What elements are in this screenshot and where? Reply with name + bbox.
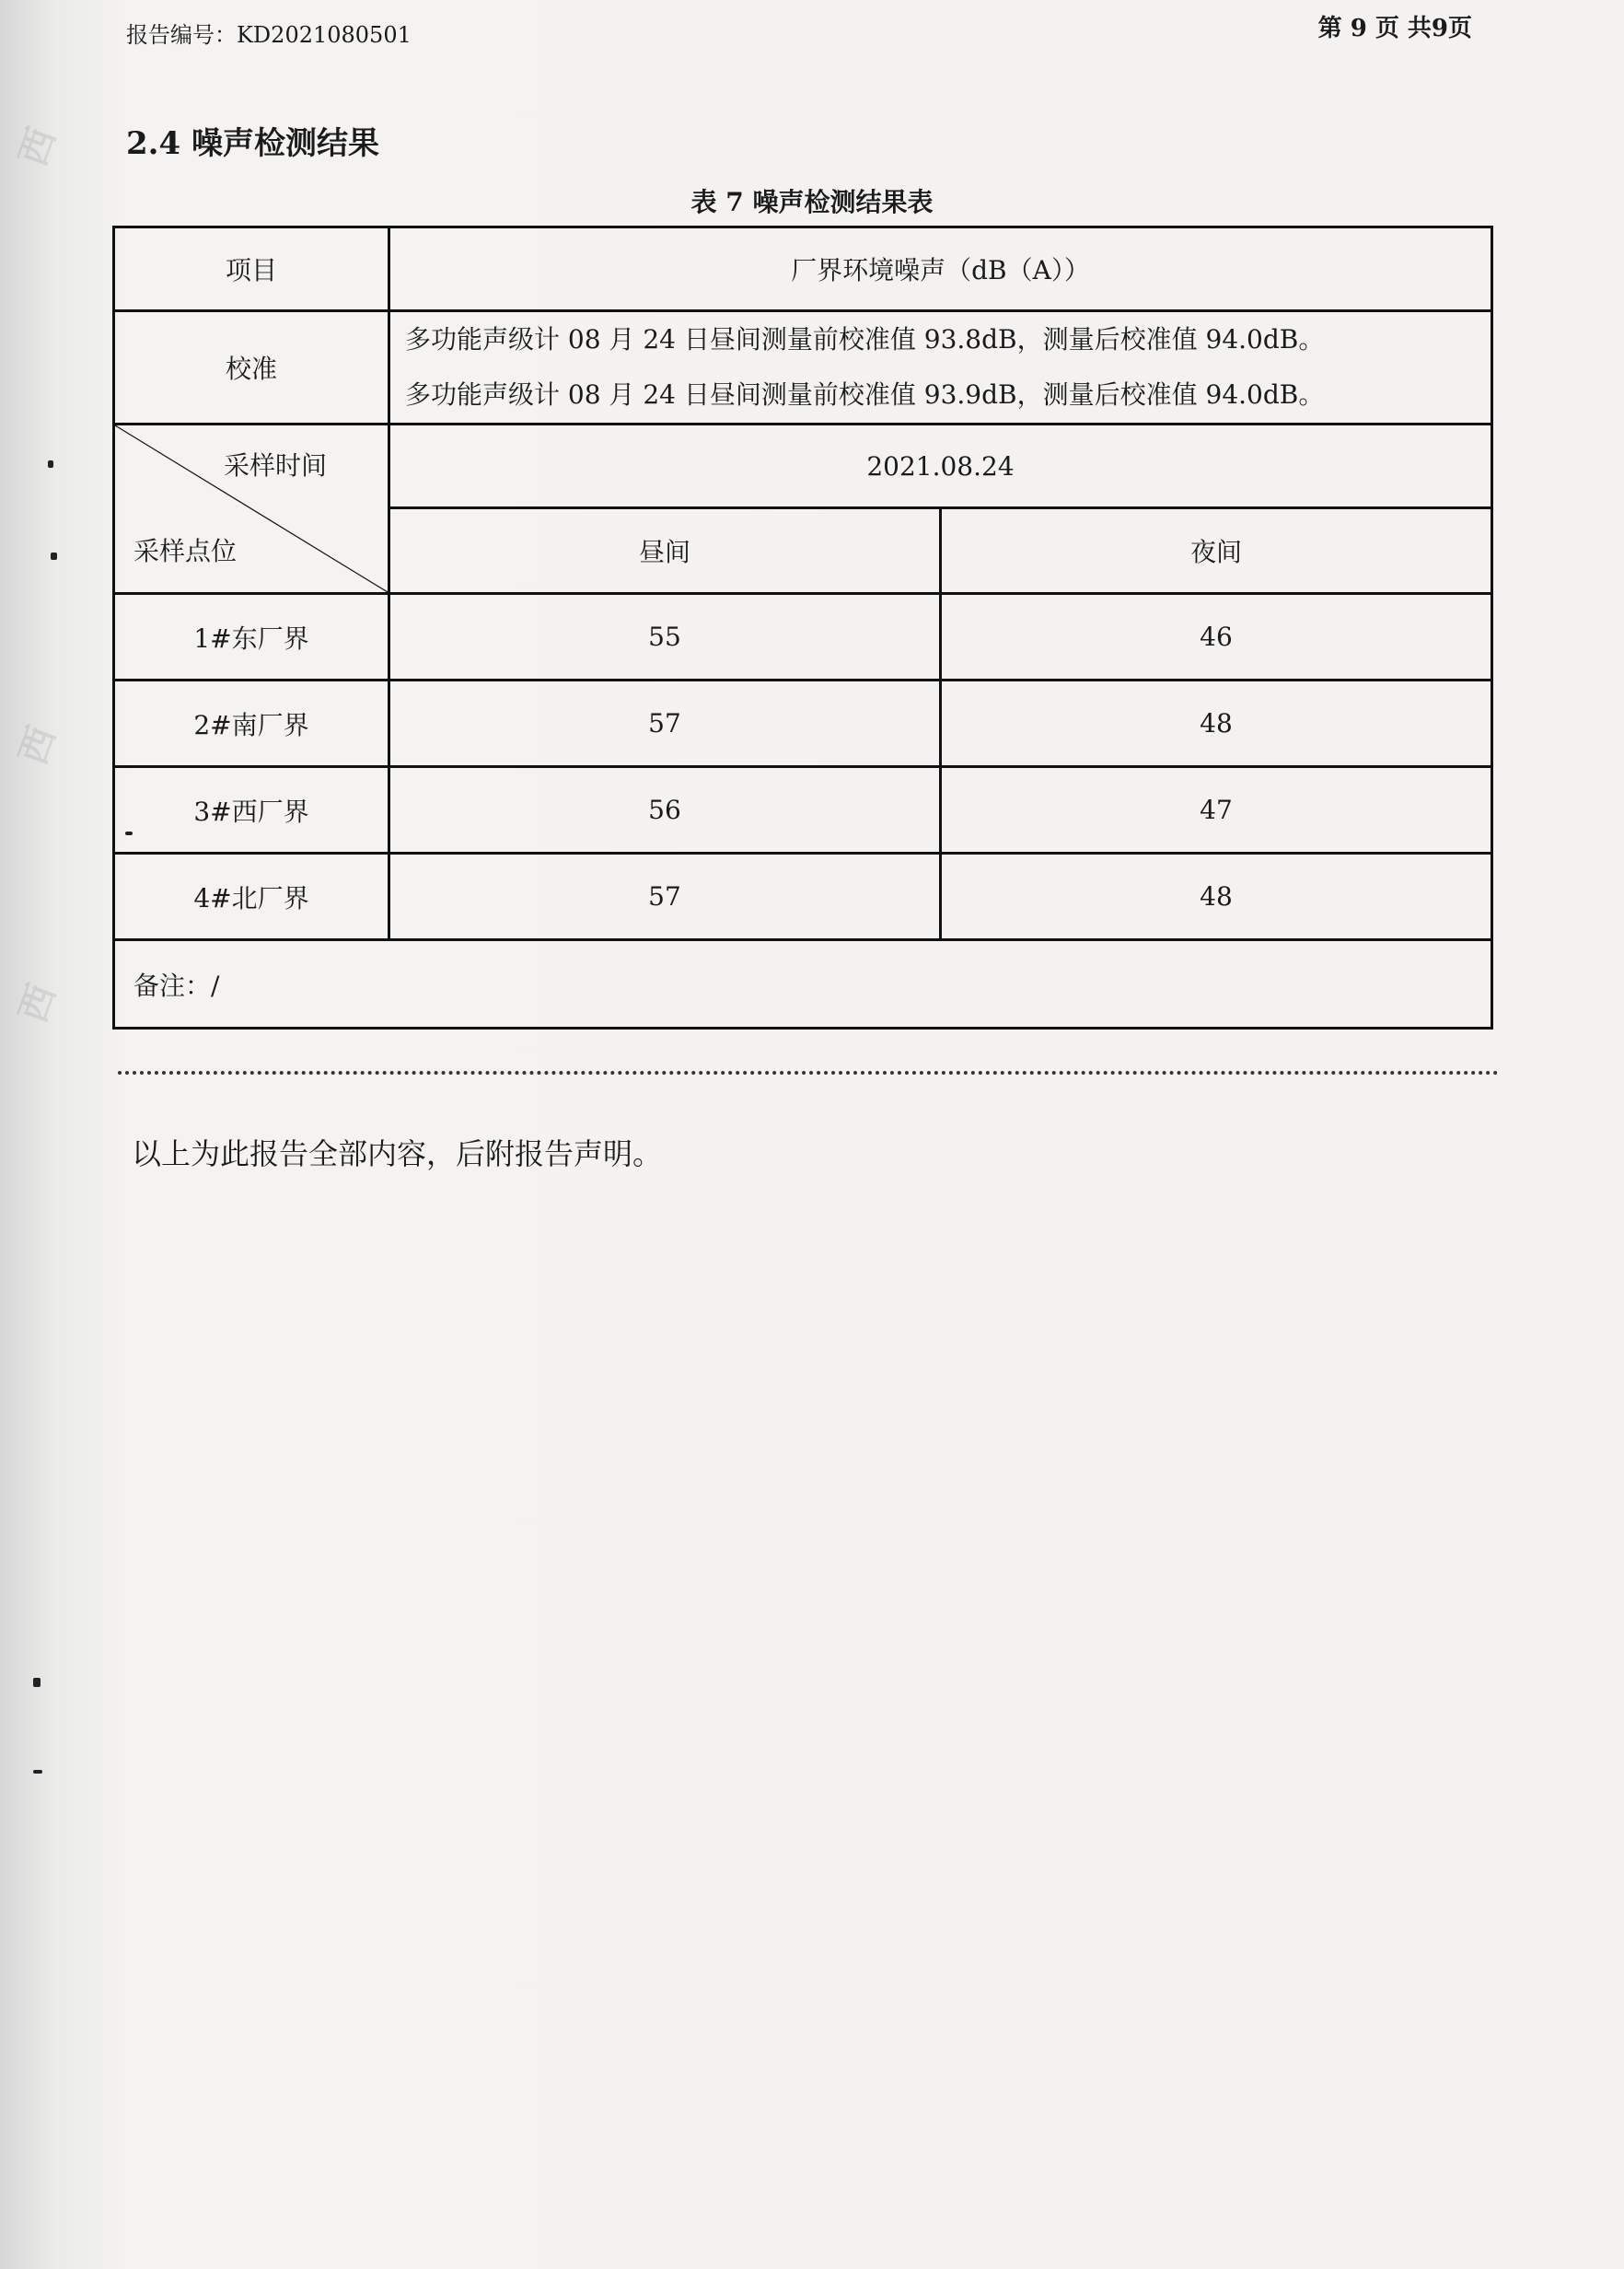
night-value: 48 <box>941 681 1492 767</box>
dotted-divider <box>118 1071 1499 1075</box>
day-value: 55 <box>389 594 941 681</box>
day-value: 56 <box>389 767 941 854</box>
item-value: 厂界环境噪声（dB（A）） <box>389 227 1492 311</box>
calibration-line-2: 多功能声级计 08 月 24 日昼间测量前校准值 93.9dB，测量后校准值 94.0dB。 <box>405 379 1325 410</box>
table-caption: 表 7 噪声检测结果表 <box>690 187 934 217</box>
seal-watermark: 西 <box>10 978 64 1029</box>
table-row-item <box>114 227 1492 311</box>
sampling-site-label: 采样点位 <box>133 536 238 566</box>
footer-text: 以上为此报告全部内容，后附报告声明。 <box>132 1136 663 1171</box>
day-value: 57 <box>389 854 941 940</box>
table-row <box>114 594 1492 681</box>
night-value: 47 <box>941 767 1492 854</box>
paper-speck <box>51 553 57 560</box>
night-value: 46 <box>941 594 1492 681</box>
table-row-calibration <box>114 311 1492 425</box>
night-value: 48 <box>941 854 1492 940</box>
site-name: 4#北厂界 <box>114 854 389 940</box>
site-name: 3#西厂界 <box>114 767 389 854</box>
night-label: 夜间 <box>941 508 1492 594</box>
page-info: 第 9 页 共9页 <box>1317 15 1472 42</box>
table-row <box>114 681 1492 767</box>
day-label: 昼间 <box>389 508 941 594</box>
item-label: 项目 <box>114 227 389 311</box>
diagonal-header-cell <box>114 425 389 594</box>
paper-speck <box>48 460 53 468</box>
calibration-label: 校准 <box>114 311 389 425</box>
section-title: 2.4 噪声检测结果 <box>126 125 379 162</box>
paper-speck <box>33 1770 42 1774</box>
remark: 备注：/ <box>114 940 1492 1029</box>
seal-watermark: 西 <box>10 720 64 771</box>
report-number: 报告编号：KD2021080501 <box>126 22 412 48</box>
site-name: 2#南厂界 <box>114 681 389 767</box>
table-row-remark <box>114 940 1492 1029</box>
table-row-date <box>114 425 1492 508</box>
sampling-date: 2021.08.24 <box>389 425 1492 508</box>
table-row <box>114 767 1492 854</box>
seal-watermark: 西 <box>10 122 64 172</box>
paper-speck <box>33 1678 41 1687</box>
table-row <box>114 854 1492 940</box>
site-name: 1#东厂界 <box>114 594 389 681</box>
calibration-cell <box>389 311 1492 425</box>
day-value: 57 <box>389 681 941 767</box>
sampling-time-label: 采样时间 <box>224 450 328 481</box>
noise-results-table <box>112 226 1493 1030</box>
calibration-line-1: 多功能声级计 08 月 24 日昼间测量前校准值 93.8dB，测量后校准值 94.0dB。 <box>405 324 1325 355</box>
